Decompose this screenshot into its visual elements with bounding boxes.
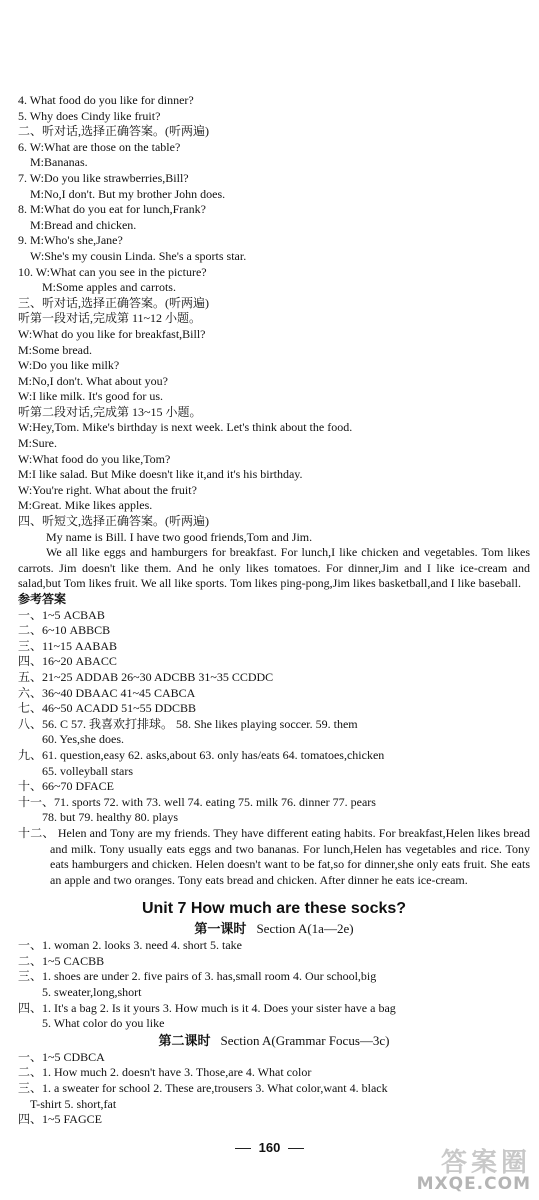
lesson-2-answers (18, 1050, 530, 1128)
text-line: 8. M:What do you eat for lunch,Frank? (18, 202, 206, 217)
unit-title: Unit 7 How much are these socks? (141, 900, 407, 918)
text-line: M:Some bread. (18, 342, 92, 357)
text-line: 二、听对话,选择正确答案。(听两遍) (18, 124, 209, 139)
text-line: 四、1~5 FAGCE (18, 1112, 102, 1127)
page-number: 160 (258, 1140, 281, 1155)
text-line: M:No,I don't. What about you? (18, 373, 168, 388)
listening-script-and-answers (18, 93, 530, 888)
text-line: M:Sure. (18, 436, 57, 451)
section-heading-2 (18, 1032, 530, 1050)
text-line: 60. Yes,she does. (42, 732, 125, 747)
text-line: 十二、 Helen and Tony are my friends. They have different eating habits. For breakfast,Helen likes bread and milk. Tony usually eats eggs and two bananas. For lunch,Helen has vegetables and rice. Tony eats hamburgers and chicken. Helen doesn't want to be fat,so for dinner,she only eats fruit. She eats an apple and two oranges. Tony eats bread and chicken. After dinner he eats ice-cream. (18, 825, 530, 887)
watermark-url: MXQE.COM (416, 1174, 531, 1194)
lesson-label: 第一课时 (194, 921, 247, 937)
text-line: 三、1. shoes are under 2. five pairs of 3. has,small room 4. Our school,big (18, 969, 377, 984)
section-name: Section A(1a—2e) (256, 921, 354, 937)
text-line: 三、11~15 AABAB (18, 638, 118, 653)
text-line: M:Great. Mike likes apples. (18, 498, 153, 513)
text-line: 八、56. C 57. 我喜欢打排球。 58. She likes playing soccer. 59. them (18, 716, 358, 731)
text-line: W:What do you like for breakfast,Bill? (18, 326, 206, 341)
text-line: 二、1~5 CACBB (18, 953, 105, 968)
footer-dash (235, 1148, 251, 1149)
text-line: M:Bananas. (30, 155, 88, 170)
text-line: 二、6~10 ABBCB (18, 623, 111, 638)
text-line: 5. sweater,long,short (42, 985, 142, 1000)
text-line: 十、66~70 DFACE (18, 779, 114, 794)
text-line: 三、1. a sweater for school 2. These are,trousers 3. What color,want 4. black (18, 1081, 388, 1096)
text-line: T-shirt 5. short,fat (30, 1096, 117, 1111)
text-line: 一、1. woman 2. looks 3. need 4. short 5. take (18, 938, 242, 953)
text-line: 三、听对话,选择正确答案。(听两遍) (18, 295, 209, 310)
text-line: W:What food do you like,Tom? (18, 451, 171, 466)
text-line: 一、1~5 CDBCA (18, 1049, 105, 1064)
text-line: We all like eggs and hamburgers for breakfast. For lunch,I like chicken and vegetables. Tom likes carrots. Jim doesn't like them. And he only likes tomatoes. For dinner,Jim and I like ice-cream and salad,but Tom likes fruit. We all like sports. Tom likes ping-pong,Jim likes basketball,and I like baseball. (18, 545, 530, 591)
text-line: M:Some apples and carrots. (42, 280, 176, 295)
text-line: 4. What food do you like for dinner? (18, 93, 194, 107)
text-line: 参考答案 (18, 592, 67, 606)
section-name: Section A(Grammar Focus—3c) (220, 1032, 390, 1048)
text-line: W:I like milk. It's good for us. (18, 389, 164, 404)
text-line: 二、1. How much 2. doesn't have 3. Those,are 4. What color (18, 1065, 312, 1080)
text-line: W:Do you like milk? (18, 358, 120, 373)
section-heading-1 (18, 920, 530, 938)
text-line: M:Bread and chicken. (30, 217, 137, 232)
text-line: W:She's my cousin Linda. She's a sports star. (30, 248, 247, 263)
text-line: 四、听短文,选择正确答案。(听两遍) (18, 514, 209, 529)
text-line: 四、1. It's a bag 2. Is it yours 3. How much is it 4. Does your sister have a bag (18, 1000, 396, 1015)
footer-dash (288, 1148, 304, 1149)
text-line: 78. but 79. healthy 80. plays (42, 810, 178, 825)
text-line: 10. W:What can you see in the picture? (18, 264, 207, 279)
text-line: 九、61. question,easy 62. asks,about 63. only has/eats 64. tomatoes,chicken (18, 747, 385, 762)
document-page (18, 93, 530, 1128)
text-line: 65. volleyball stars (42, 763, 133, 778)
text-line: 五、21~25 ADDAB 26~30 ADCBB 31~35 CCDDC (18, 669, 274, 684)
text-line: 5. Why does Cindy like fruit? (18, 108, 161, 123)
lesson-1-answers (18, 938, 530, 1032)
text-line: My name is Bill. I have two good friends,Tom and Jim. (46, 529, 313, 544)
text-line: 四、16~20 ABACC (18, 654, 117, 669)
text-line: 6. W:What are those on the table? (18, 139, 181, 154)
text-line: 听第二段对话,完成第 13~15 小题。 (18, 404, 202, 419)
text-line: M:No,I don't. But my brother John does. (30, 186, 226, 201)
text-line: 十一、71. sports 72. with 73. well 74. eating 75. milk 76. dinner 77. pears (18, 794, 376, 809)
text-line: 六、36~40 DBAAC 41~45 CABCA (18, 685, 196, 700)
text-line: 一、1~5 ACBAB (18, 607, 105, 622)
watermark-logo: 答案圈 (440, 1148, 531, 1178)
text-line: 9. M:Who's she,Jane? (18, 233, 123, 248)
text-line: W:Hey,Tom. Mike's birthday is next week. Let's think about the food. (18, 420, 353, 435)
text-line: 5. What color do you like (42, 1016, 165, 1031)
text-line: M:I like salad. But Mike doesn't like it,and it's his birthday. (18, 467, 303, 482)
watermark (417, 1150, 531, 1193)
text-line: 7. W:Do you like strawberries,Bill? (18, 170, 189, 185)
lesson-label: 第二课时 (158, 1032, 211, 1048)
text-line: 七、46~50 ACADD 51~55 DDCBB (18, 701, 196, 716)
text-line: W:You're right. What about the fruit? (18, 482, 197, 497)
text-line: 听第一段对话,完成第 11~12 小题。 (18, 311, 202, 326)
